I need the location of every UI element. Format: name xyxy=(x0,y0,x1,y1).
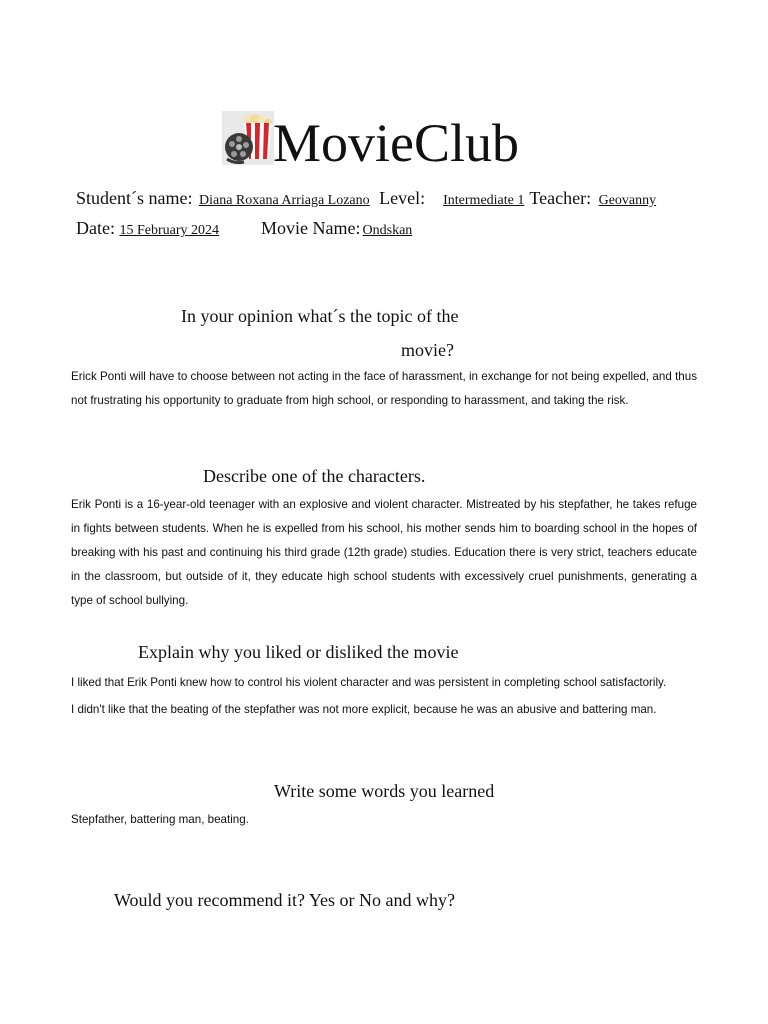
movie-name-value: Ondskan xyxy=(362,223,413,238)
recommend-question: Would you recommend it? Yes or No and why? xyxy=(114,890,455,910)
info-line-2 xyxy=(76,217,412,242)
date-label: Date: xyxy=(76,218,120,238)
topic-question-line-1: In your opinion what´s the topic of the xyxy=(181,306,459,326)
info-line-1 xyxy=(76,187,656,212)
topic-answer: Erick Ponti will have to choose between not acting in the face of harassment, in exchange for not being expelled, and thus not frustrating his opportunity to graduate from high school, or responding to harassment, and taking the risk. xyxy=(71,370,697,407)
level-value: Intermediate 1 xyxy=(443,193,525,208)
date-value: 15 February 2024 xyxy=(119,223,220,238)
teacher-value: Geovanny xyxy=(598,193,657,208)
opinion-answer-disliked: I didn't like that the beating of the stepfather was not more explicit, because he was an abusive and battering man. xyxy=(71,703,657,716)
level-label: Level: xyxy=(379,188,426,208)
teacher-label: Teacher: xyxy=(529,188,596,208)
opinion-answer-liked: I liked that Erik Ponti knew how to control his violent character and was persistent in completing school satisfactorily. xyxy=(71,676,667,689)
topic-question-line-2: movie? xyxy=(401,340,454,360)
opinion-question: Explain why you liked or disliked the movie xyxy=(138,642,459,662)
movie-name-label: Movie Name: xyxy=(261,218,361,238)
page-title: MovieClub xyxy=(273,113,520,173)
words-answer: Stepfather, battering man, beating. xyxy=(71,813,249,826)
words-question: Write some words you learned xyxy=(274,781,495,801)
popcorn-film-reel-icon xyxy=(222,111,274,165)
character-question: Describe one of the characters. xyxy=(203,466,426,486)
student-name-label: Student´s name: xyxy=(76,188,197,208)
character-answer: Erik Ponti is a 16-year-old teenager with an explosive and violent character. Mistreated by his stepfather, he takes refuge in fights between students. When he is expelled from his school, his mother sends him to boarding school in the hopes of breaking with his past and continuing his third grade (12th grade) studies. Education there is very strict, teachers educate in the classroom, but outside of it, they educate high school students with excessively cruel punishments, generating a type of school bullying. xyxy=(71,498,697,607)
student-name-value: Diana Roxana Arriaga Lozano xyxy=(198,193,370,208)
